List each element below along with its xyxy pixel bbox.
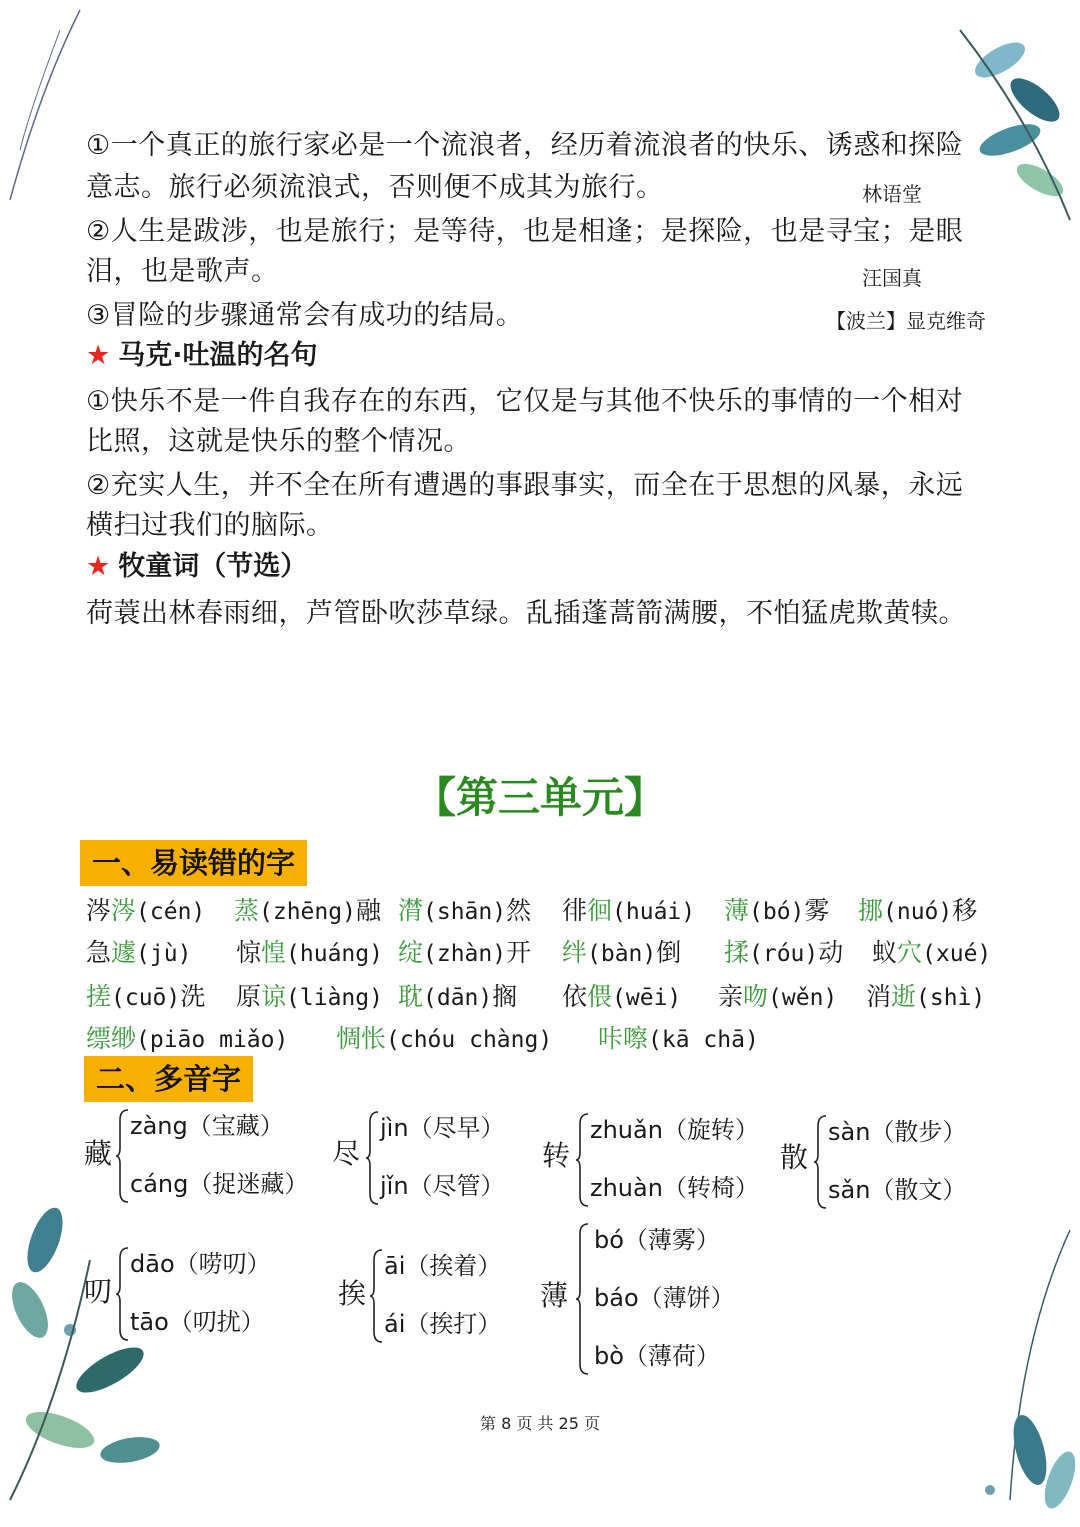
quote-line: 比照，这就是快乐的整个情况。 xyxy=(86,426,471,457)
word-pinyin: (bàn) xyxy=(587,941,657,967)
star-icon: ★ xyxy=(86,340,111,371)
quote-author: 【波兰】显克维奇 xyxy=(826,309,986,333)
polyphone-reading: bó（薄雾） xyxy=(594,1226,720,1254)
word-plain-char: 开 xyxy=(506,938,532,967)
quote-author: 林语堂 xyxy=(862,182,922,206)
word-pinyin: (zhēng) xyxy=(259,899,356,925)
polyphone-reading: sǎn（散文） xyxy=(828,1176,967,1204)
polyphone-reading: zàng（宝藏） xyxy=(130,1112,284,1140)
misread-word xyxy=(86,936,191,971)
polyphone-reading: zhuàn（转椅） xyxy=(590,1174,759,1202)
word-highlight-char: 挪 xyxy=(858,896,884,925)
word-plain-char: 动 xyxy=(818,938,844,967)
word-highlight-char: 穴 xyxy=(897,938,923,967)
misread-word xyxy=(724,936,843,971)
misread-word xyxy=(86,894,205,929)
word-pinyin: (kā chā) xyxy=(648,1027,759,1053)
polyphone-char: 薄 xyxy=(540,1279,569,1312)
word-pinyin: (liàng) xyxy=(286,985,383,1011)
word-pinyin: (chóu chàng) xyxy=(386,1027,553,1053)
word-plain-char: 涔 xyxy=(86,896,112,925)
word-pinyin: (nuó) xyxy=(883,899,953,925)
misread-word xyxy=(398,894,531,929)
polyphone-char: 叨 xyxy=(84,1275,113,1308)
word-highlight-char: 蒸 xyxy=(234,896,260,925)
polyphone-reading: jǐn（尽管） xyxy=(380,1172,505,1200)
heading-text: 马克·吐温的名句 xyxy=(118,340,318,371)
word-plain-char: 亲 xyxy=(718,982,744,1011)
quote-line: ①快乐不是一件自我存在的东西，它仅是与其他不快乐的事情的一个相对 xyxy=(86,386,964,417)
word-plain-char: 徘 xyxy=(562,896,588,925)
star-icon: ★ xyxy=(86,551,111,582)
word-highlight-char: 揉 xyxy=(724,938,750,967)
word-highlight-char: 吻 xyxy=(743,982,769,1011)
polyphone-reading: dāo（唠叨） xyxy=(130,1250,271,1278)
polyphone-reading: jìn（尽早） xyxy=(380,1114,505,1142)
quote-line: ①一个真正的旅行家必是一个流浪者，经历着流浪者的快乐、诱惑和探险 xyxy=(86,130,964,161)
misread-word xyxy=(562,894,695,929)
word-pinyin: (wěn) xyxy=(768,985,838,1011)
quote-line: ③冒险的步骤通常会有成功的结局。 xyxy=(86,300,524,331)
word-pinyin: (cén) xyxy=(136,899,206,925)
misread-word xyxy=(86,1022,288,1057)
polyphone-reading: tāo（叨扰） xyxy=(130,1308,265,1336)
heading-text: 牧童词（节选） xyxy=(118,551,308,582)
word-highlight-char: 绽 xyxy=(398,938,424,967)
polyphone-char: 散 xyxy=(780,1141,809,1174)
word-highlight-char: 徊 xyxy=(587,896,613,925)
polyphone-reading: āi（挨着） xyxy=(384,1252,502,1280)
misread-word xyxy=(398,980,517,1015)
word-highlight-char: 耽 xyxy=(398,982,424,1011)
misread-word xyxy=(234,894,381,929)
word-highlight-char: 谅 xyxy=(261,982,287,1011)
polyphone-reading: cáng（捉迷藏） xyxy=(130,1170,309,1198)
word-highlight-char: 薄 xyxy=(724,896,750,925)
word-plain-char: 急 xyxy=(86,938,112,967)
word-plain-char: 搁 xyxy=(492,982,518,1011)
word-pinyin: (xué) xyxy=(922,941,992,967)
word-highlight-char: 惶 xyxy=(261,938,287,967)
word-plain-char: 融 xyxy=(355,896,381,925)
quote-line: ②充实人生，并不全在所有遭遇的事跟事实，而全在于思想的风暴，永远 xyxy=(86,470,964,501)
brace-icon xyxy=(576,1222,592,1376)
leaf-decoration-bottom-right xyxy=(950,1220,1080,1520)
word-pinyin: (jù) xyxy=(136,941,192,967)
word-pinyin: (huái) xyxy=(612,899,696,925)
misread-word xyxy=(872,936,991,971)
unit-title: 【第三单元】 xyxy=(413,773,666,822)
word-highlight-char: 搓 xyxy=(86,982,112,1011)
misread-word xyxy=(562,980,681,1015)
word-highlight-char: 涔 xyxy=(111,896,137,925)
word-plain-char: 依 xyxy=(562,982,588,1011)
word-highlight-char: 惆怅 xyxy=(336,1024,387,1053)
misread-word xyxy=(866,980,985,1015)
polyphone-char: 尽 xyxy=(332,1137,361,1170)
word-pinyin: (dān) xyxy=(423,985,493,1011)
misread-word xyxy=(236,936,383,971)
misread-word xyxy=(562,936,681,971)
word-pinyin: (shì) xyxy=(916,985,986,1011)
polyphone-reading: ái（挨打） xyxy=(384,1310,502,1338)
word-plain-char: 然 xyxy=(506,896,532,925)
polyphone-reading: zhuǎn（旋转） xyxy=(590,1116,759,1144)
word-plain-char: 原 xyxy=(236,982,262,1011)
word-plain-char: 消 xyxy=(866,982,892,1011)
word-pinyin: (róu) xyxy=(749,941,819,967)
misread-word xyxy=(718,980,837,1015)
quote-line: ②人生是跋涉，也是旅行；是等待，也是相逢；是探险，也是寻宝；是眼 xyxy=(86,216,964,247)
section-header-misread: 一、易读错的字 xyxy=(80,840,307,886)
misread-word xyxy=(236,980,383,1015)
poem-text: 荷蓑出林春雨细，芦管卧吹莎草绿。乱插蓬蒿箭满腰，不怕猛虎欺黄犊。 xyxy=(86,598,966,629)
word-pinyin: (huáng) xyxy=(286,941,383,967)
word-highlight-char: 潸 xyxy=(398,896,424,925)
section-heading xyxy=(86,338,317,374)
section-header-polyphone: 二、多音字 xyxy=(84,1056,253,1102)
section-heading xyxy=(86,549,307,585)
misread-word xyxy=(724,894,829,929)
word-highlight-char: 偎 xyxy=(587,982,613,1011)
misread-word xyxy=(336,1022,552,1057)
word-pinyin: (piāo miǎo) xyxy=(136,1027,289,1053)
quote-line: 泪，也是歌声。 xyxy=(86,256,279,287)
word-pinyin: (shān) xyxy=(423,899,507,925)
word-highlight-char: 咔嚓 xyxy=(598,1024,649,1053)
quote-line: 意志。旅行必须流浪式，否则便不成其为旅行。 xyxy=(86,172,664,203)
word-highlight-char: 绊 xyxy=(562,938,588,967)
word-pinyin: (bó) xyxy=(749,899,805,925)
polyphone-char: 挨 xyxy=(338,1277,367,1310)
word-plain-char: 倒 xyxy=(656,938,682,967)
word-plain-char: 蚁 xyxy=(872,938,898,967)
word-plain-char: 雾 xyxy=(804,896,830,925)
word-plain-char: 惊 xyxy=(236,938,262,967)
polyphone-reading: sàn（散步） xyxy=(828,1118,967,1146)
polyphone-char: 藏 xyxy=(84,1137,113,1170)
word-pinyin: (cuō) xyxy=(111,985,181,1011)
polyphone-char: 转 xyxy=(542,1139,571,1172)
word-highlight-char: 缥缈 xyxy=(86,1024,137,1053)
misread-word xyxy=(858,894,977,929)
word-pinyin: (zhàn) xyxy=(423,941,507,967)
quote-line: 横扫过我们的脑际。 xyxy=(86,510,334,541)
word-plain-char: 洗 xyxy=(180,982,206,1011)
quote-author: 汪国真 xyxy=(862,266,922,290)
misread-word xyxy=(398,936,531,971)
misread-word xyxy=(598,1022,759,1057)
polyphone-reading: báo（薄饼） xyxy=(594,1284,735,1312)
word-highlight-char: 逝 xyxy=(891,982,917,1011)
page-number: 第 8 页 共 25 页 xyxy=(480,1414,600,1433)
word-pinyin: (wēi) xyxy=(612,985,682,1011)
word-plain-char: 移 xyxy=(952,896,978,925)
word-highlight-char: 遽 xyxy=(111,938,137,967)
polyphone-reading: bò（薄荷） xyxy=(594,1342,720,1370)
misread-word xyxy=(86,980,205,1015)
